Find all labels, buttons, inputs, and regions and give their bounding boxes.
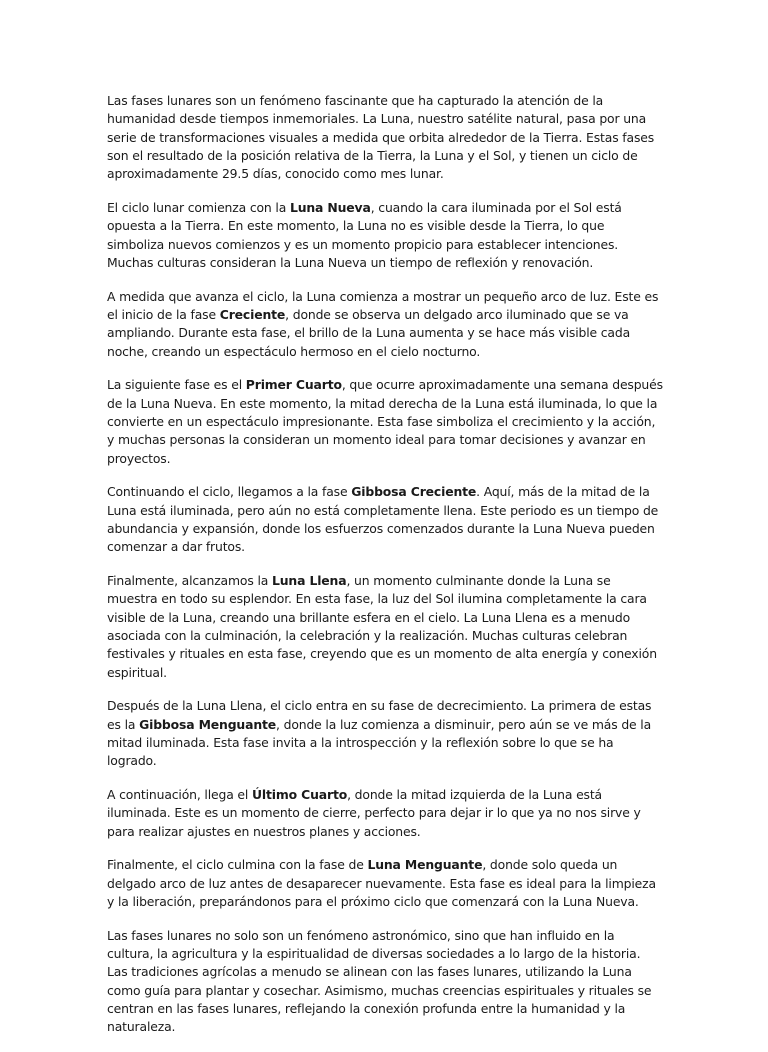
paragraph-1 <box>107 92 663 183</box>
text-run: La siguiente fase es el <box>107 377 246 393</box>
document-body <box>107 92 663 1052</box>
text-run: , donde solo queda un delgado arco de luz antes de desaparecer nuevamente. Esta fase es ideal para la limpieza y la liberación, preparándonos para el próximo ciclo que comenzará con la Luna Nueva. <box>107 857 656 909</box>
bold-term: Primer Cuarto <box>245 377 342 393</box>
text-run: Después de la Luna Llena, el ciclo entra en su fase de decrecimiento. La primera de estas es la <box>107 698 652 732</box>
text-run: Finalmente, el ciclo culmina con la fase de <box>107 857 368 873</box>
text-run: . Aquí, más de la mitad de la Luna está iluminada, pero aún no está completamente llena. Este periodo es un tiempo de abundancia y expansión, donde los esfuerzos comenzados durante la Luna Nueva pueden comenzar a dar frutos. <box>107 484 659 555</box>
bold-term: Luna Menguante <box>367 857 483 873</box>
paragraph-6 <box>107 572 663 682</box>
text-run: Finalmente, alcanzamos la <box>107 573 272 589</box>
paragraph-3 <box>107 288 663 361</box>
text-run: , un momento culminante donde la Luna se muestra en todo su esplendor. En esta fase, la luz del Sol ilumina completamente la cara visible de la Luna, creando una brillante esfera en el cielo. La Luna Llena es a menudo asociada con la culminación, la celebración y la realización. Muchas culturas celebran festivales y rituales en esta fase, creyendo que es un momento de alta energía y conexión espiritual. <box>107 573 657 680</box>
text-run: , donde la luz comienza a disminuir, pero aún se ve más de la mitad iluminada. Esta fase invita a la introspección y la reflexión sobre lo que se ha logrado. <box>107 716 652 769</box>
paragraph-8 <box>107 786 663 841</box>
text-run: A medida que avanza el ciclo, la Luna comienza a mostrar un pequeño arco de luz. Este es el inicio de la fase <box>107 288 659 322</box>
text-run: A continuación, llega el <box>107 787 252 802</box>
bold-term: Creciente <box>219 306 286 322</box>
paragraph-10 <box>107 927 663 1037</box>
text-run: Las fases lunares son un fenómeno fascinante que ha capturado la atención de la humanidad desde tiempos inmemoriales. La Luna, nuestro satélite natural, pasa por una serie de transformaciones visuales a medida que orbita alrededor de la Tierra. Estas fases son el resultado de la posición relativa de la Tierra, la Luna y el Sol, y tienen un ciclo de aproximadamente 29.5 días, conocido como mes lunar. <box>107 93 655 182</box>
text-run: , que ocurre aproximadamente una semana después de la Luna Nueva. En este momento, la mitad derecha de la Luna está iluminada, lo que la convierte en un espectáculo impresionante. Esta fase simboliza el crecimiento y la acción, y muchas personas la consideran un momento ideal para tomar decisiones y avanzar en proyectos. <box>107 377 663 466</box>
text-run: El ciclo lunar comienza con la <box>107 199 290 215</box>
bold-term: Gibbosa Menguante <box>139 716 277 732</box>
text-run: , donde la mitad izquierda de la Luna está iluminada. Este es un momento de cierre, perfecto para dejar ir lo que ya no nos sirve y para realizar ajustes en nuestros planes y acciones. <box>107 787 641 839</box>
paragraph-9 <box>107 856 663 911</box>
bold-term: Gibbosa Creciente <box>351 484 477 500</box>
bold-term: Último Cuarto <box>252 787 348 802</box>
paragraph-2 <box>107 199 663 272</box>
text-run: , donde se observa un delgado arco iluminado que se va ampliando. Durante esta fase, el brillo de la Luna aumenta y se hace más visible cada noche, creando un espectáculo hermoso en el cielo nocturno. <box>107 306 631 359</box>
paragraph-5 <box>107 483 663 556</box>
text-run: Las fases lunares no solo son un fenómeno astronómico, sino que han influido en la cultura, la agricultura y la espiritualidad de diversas sociedades a lo largo de la historia. Las tradiciones agrícolas a menudo se alinean con las fases lunares, utilizando la Luna como guía para plantar y cosechar. Asimismo, muchas creencias espirituales y rituales se centran en las fases lunares, reflejando la conexión profunda entre la humanidad y la naturaleza. <box>107 927 652 1035</box>
bold-term: Luna Llena <box>271 573 347 589</box>
text-run: Continuando el ciclo, llegamos a la fase <box>107 484 352 500</box>
paragraph-7 <box>107 697 663 770</box>
paragraph-4 <box>107 376 663 467</box>
text-run: , cuando la cara iluminada por el Sol está opuesta a la Tierra. En este momento, la Luna no es visible desde la Tierra, lo que simboliza nuevos comienzos y es un momento propicio para establecer intenciones. Muchas culturas consideran la Luna Nueva un tiempo de reflexión y renovación. <box>107 199 622 270</box>
bold-term: Luna Nueva <box>289 199 371 215</box>
